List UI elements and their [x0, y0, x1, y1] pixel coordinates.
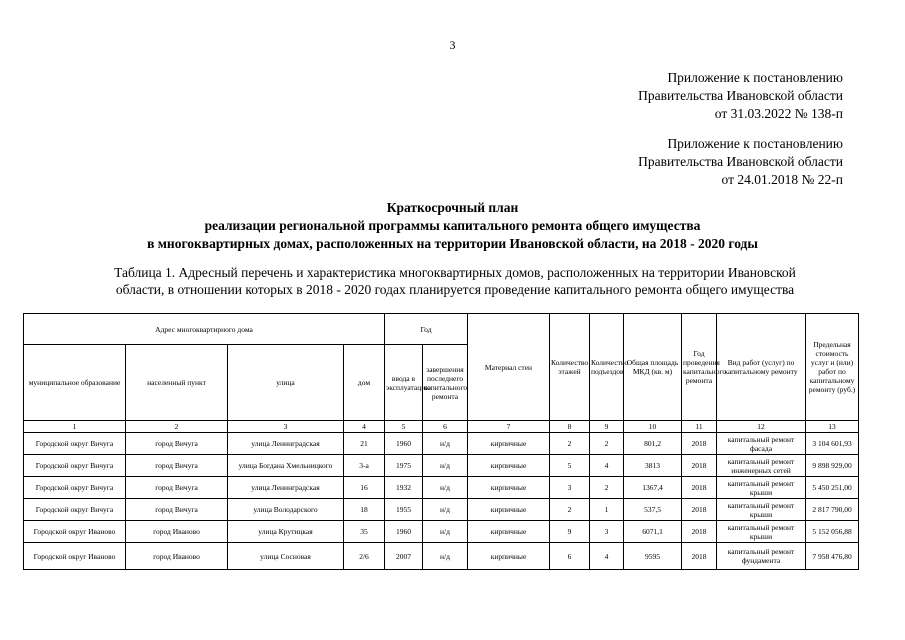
- cell-municipality: Городской округ Вичуга: [24, 477, 126, 499]
- cell-area: 537,5: [624, 499, 682, 521]
- table-row: [24, 455, 859, 477]
- cell-area: 9595: [624, 543, 682, 570]
- cell-year-built: 1932: [385, 477, 423, 499]
- cell-year-built: 1960: [385, 433, 423, 455]
- title-line: в многоквартирных домах, расположенных на территории Ивановской области, на 2018 - 2020 годы: [147, 236, 758, 251]
- table-caption: [40, 264, 870, 298]
- title-line: реализации региональной программы капитального ремонта общего имущества: [204, 218, 701, 233]
- column-number: 9: [590, 421, 624, 433]
- cell-cost: 2 817 790,00: [806, 499, 859, 521]
- header-floors: Количество этажей: [550, 314, 590, 421]
- column-number: 2: [126, 421, 228, 433]
- header-year-group: Год: [385, 314, 468, 345]
- column-number: 5: [385, 421, 423, 433]
- appendix-line: от 31.03.2022 № 138-п: [714, 106, 843, 121]
- cell-municipality: Городской округ Вичуга: [24, 455, 126, 477]
- header-municipality: муниципальное образование: [24, 345, 126, 421]
- cell-street: улица Ленинградская: [228, 477, 344, 499]
- table-row: [24, 521, 859, 543]
- cell-plan-year: 2018: [682, 455, 717, 477]
- cell-work: капитальный ремонт инженерных сетей: [717, 455, 806, 477]
- caption-line: области, в отношении которых в 2018 - 2020 годах планируется проведение капитального ремонта общего имущества: [115, 282, 795, 297]
- column-number: 13: [806, 421, 859, 433]
- cell-work: капитальный ремонт крыши: [717, 521, 806, 543]
- cell-municipality: Городской округ Вичуга: [24, 433, 126, 455]
- cell-settlement: город Иваново: [126, 521, 228, 543]
- column-number: 3: [228, 421, 344, 433]
- cell-entrances: 1: [590, 499, 624, 521]
- cell-cost: 5 152 056,88: [806, 521, 859, 543]
- cell-year-built: 1955: [385, 499, 423, 521]
- cell-municipality: Городской округ Вичуга: [24, 499, 126, 521]
- cell-entrances: 2: [590, 433, 624, 455]
- cell-municipality: Городской округ Иваново: [24, 521, 126, 543]
- cell-cost: 5 450 251,00: [806, 477, 859, 499]
- header-house: дом: [344, 345, 385, 421]
- cell-house: 16: [344, 477, 385, 499]
- cell-year-repair: н/д: [423, 543, 468, 570]
- cell-street: улица Богдана Хмельницкого: [228, 455, 344, 477]
- cell-year-repair: н/д: [423, 521, 468, 543]
- cell-area: 6071,1: [624, 521, 682, 543]
- cell-floors: 6: [550, 543, 590, 570]
- cell-settlement: город Вичуга: [126, 455, 228, 477]
- cell-plan-year: 2018: [682, 543, 717, 570]
- header-address-group: Адрес многоквартирного дома: [24, 314, 385, 345]
- table-row: [24, 499, 859, 521]
- page-number: 3: [449, 38, 456, 52]
- column-number: 11: [682, 421, 717, 433]
- cell-cost: 9 898 929,00: [806, 455, 859, 477]
- cell-floors: 5: [550, 455, 590, 477]
- cell-work: капитальный ремонт фасада: [717, 433, 806, 455]
- cell-cost: 7 958 476,80: [806, 543, 859, 570]
- column-number: 8: [550, 421, 590, 433]
- cell-street: улица Володарского: [228, 499, 344, 521]
- header-work-type: Вид работ (услуг) по капитальному ремонту: [717, 314, 806, 421]
- cell-area: 3813: [624, 455, 682, 477]
- cell-house: 3-а: [344, 455, 385, 477]
- cell-settlement: город Вичуга: [126, 433, 228, 455]
- cell-entrances: 3: [590, 521, 624, 543]
- column-number-row: [24, 421, 859, 433]
- appendix-line: Приложение к постановлению: [667, 70, 843, 85]
- cell-year-built: 2007: [385, 543, 423, 570]
- cell-year-built: 1975: [385, 455, 423, 477]
- column-number: 4: [344, 421, 385, 433]
- cell-material: кирпичные: [468, 499, 550, 521]
- cell-material: кирпичные: [468, 543, 550, 570]
- cell-material: кирпичные: [468, 477, 550, 499]
- appendix-block-current: [638, 69, 843, 123]
- table-row: [24, 477, 859, 499]
- cell-floors: 3: [550, 477, 590, 499]
- header-entrances: Количество подъездов: [590, 314, 624, 421]
- cell-settlement: город Вичуга: [126, 499, 228, 521]
- cell-settlement: город Вичуга: [126, 477, 228, 499]
- cell-year-repair: н/д: [423, 499, 468, 521]
- caption-line: Таблица 1. Адресный перечень и характеристика многоквартирных домов, расположенных на территории Ивановской: [114, 265, 796, 280]
- cell-year-repair: н/д: [423, 455, 468, 477]
- cell-entrances: 4: [590, 455, 624, 477]
- cell-entrances: 4: [590, 543, 624, 570]
- appendix-line: Правительства Ивановской области: [638, 154, 843, 169]
- cell-year-repair: н/д: [423, 477, 468, 499]
- cell-floors: 9: [550, 521, 590, 543]
- appendix-line: Правительства Ивановской области: [638, 88, 843, 103]
- cell-floors: 2: [550, 433, 590, 455]
- header-repair-year: Год проведения капитального ремонта: [682, 314, 717, 421]
- column-number: 7: [468, 421, 550, 433]
- header-settlement: населенный пункт: [126, 345, 228, 421]
- header-year-last-repair: завершения последнего капитального ремонта: [423, 345, 468, 421]
- document-title: [0, 199, 905, 253]
- cell-house: 35: [344, 521, 385, 543]
- cell-municipality: Городской округ Иваново: [24, 543, 126, 570]
- cell-cost: 3 104 601,93: [806, 433, 859, 455]
- cell-year-built: 1960: [385, 521, 423, 543]
- cell-plan-year: 2018: [682, 433, 717, 455]
- cell-settlement: город Иваново: [126, 543, 228, 570]
- header-wall-material: Материал стен: [468, 314, 550, 421]
- cell-house: 18: [344, 499, 385, 521]
- cell-material: кирпичные: [468, 521, 550, 543]
- cell-street: улица Крутицкая: [228, 521, 344, 543]
- column-number: 6: [423, 421, 468, 433]
- cell-street: улица Сосновая: [228, 543, 344, 570]
- column-number: 1: [24, 421, 126, 433]
- cell-house: 2/6: [344, 543, 385, 570]
- cell-plan-year: 2018: [682, 499, 717, 521]
- cell-area: 1367,4: [624, 477, 682, 499]
- header-street: улица: [228, 345, 344, 421]
- houses-table: [23, 313, 859, 570]
- cell-entrances: 2: [590, 477, 624, 499]
- column-number: 12: [717, 421, 806, 433]
- cell-street: улица Ленинградская: [228, 433, 344, 455]
- header-area: Общая площадь МКД (кв. м): [624, 314, 682, 421]
- table-row: [24, 433, 859, 455]
- header-max-cost: Предельная стоимость услуг и (или) работ по капитальному ремонту (руб.): [806, 314, 859, 421]
- cell-year-repair: н/д: [423, 433, 468, 455]
- header-year-built: ввода в эксплуатацию: [385, 345, 423, 421]
- appendix-line: Приложение к постановлению: [667, 136, 843, 151]
- appendix-line: от 24.01.2018 № 22-п: [721, 172, 843, 187]
- cell-plan-year: 2018: [682, 477, 717, 499]
- cell-house: 21: [344, 433, 385, 455]
- title-line: Краткосрочный план: [386, 200, 519, 215]
- cell-work: капитальный ремонт крыши: [717, 499, 806, 521]
- cell-plan-year: 2018: [682, 521, 717, 543]
- cell-floors: 2: [550, 499, 590, 521]
- table-row: [24, 543, 859, 570]
- cell-area: 801,2: [624, 433, 682, 455]
- cell-work: капитальный ремонт крыши: [717, 477, 806, 499]
- appendix-block-original: [638, 135, 843, 189]
- cell-material: кирпичные: [468, 433, 550, 455]
- column-number: 10: [624, 421, 682, 433]
- cell-material: кирпичные: [468, 455, 550, 477]
- cell-work: капитальный ремонт фундамента: [717, 543, 806, 570]
